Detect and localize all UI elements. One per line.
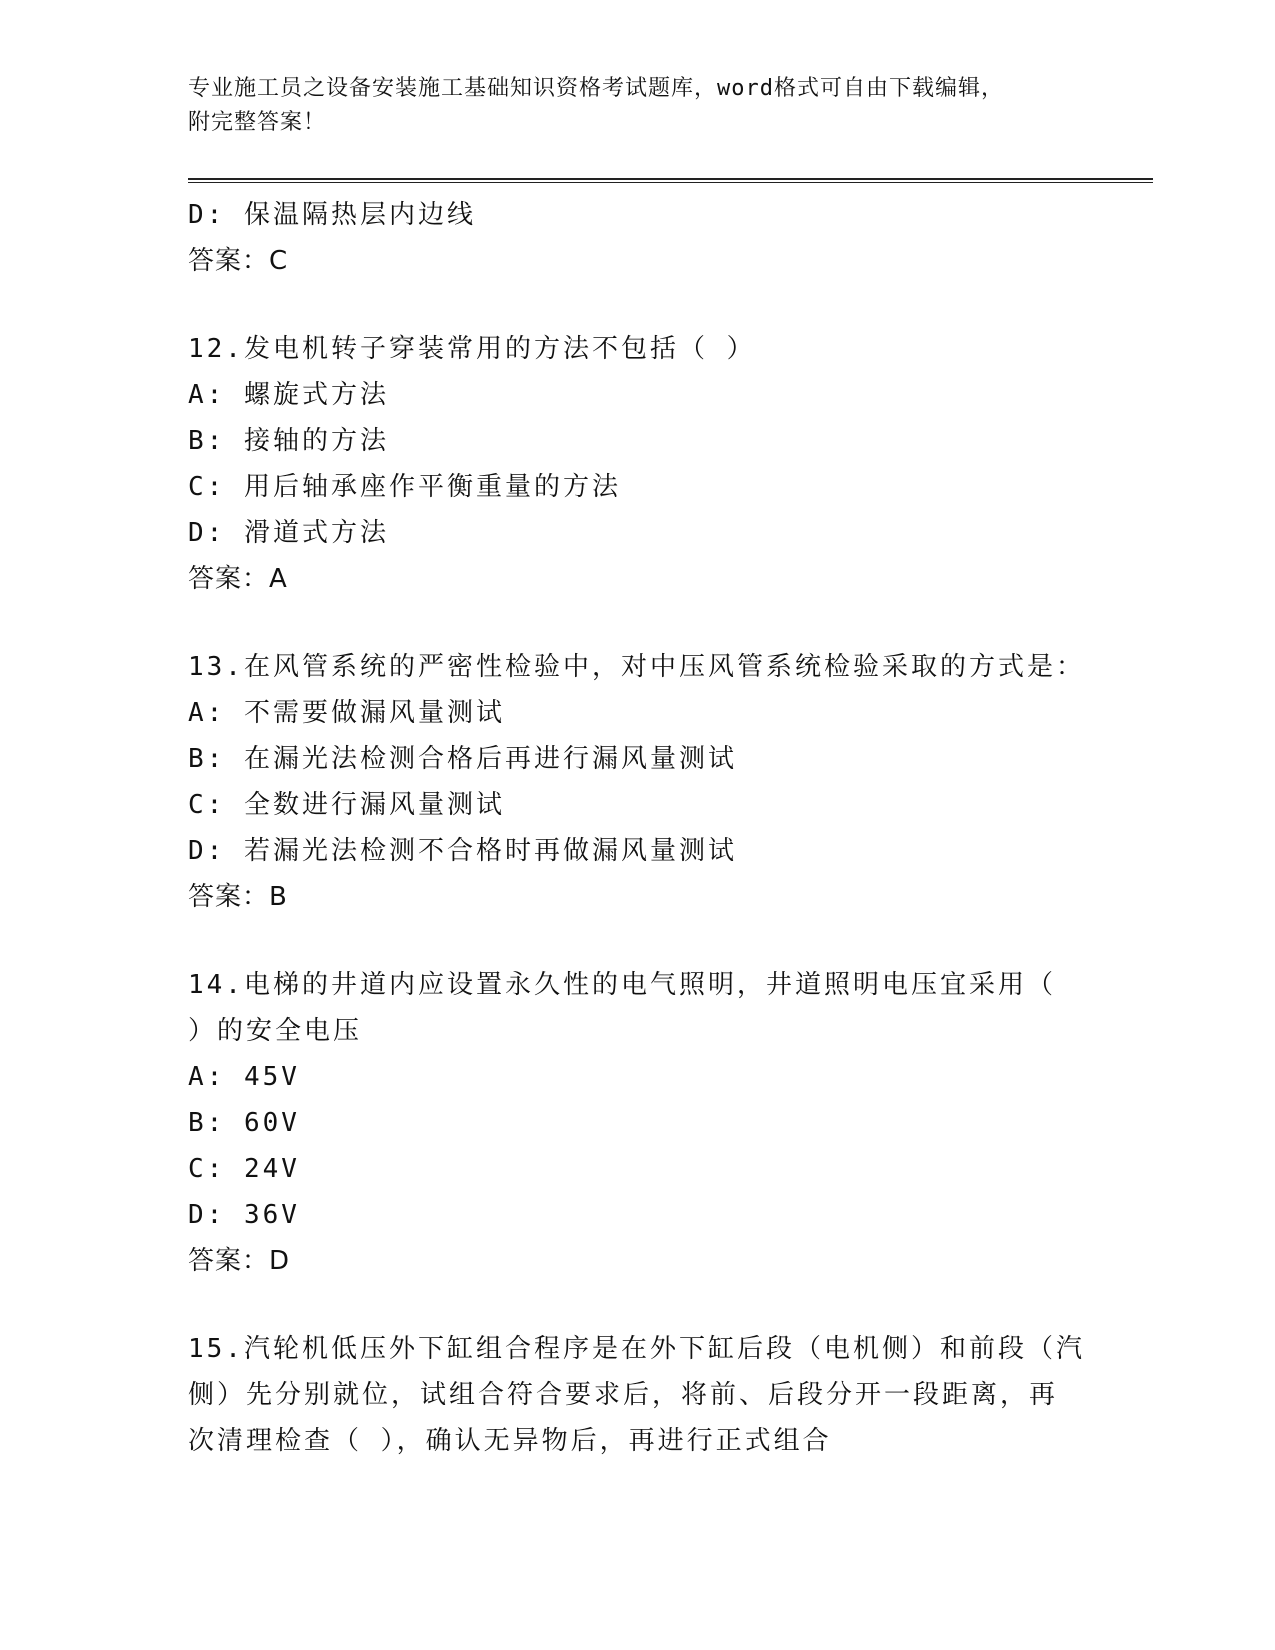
option-a: A: 不需要做漏风量测试 [188, 698, 505, 728]
question-text: 13.在风管系统的严密性检验中，对中压风管系统检验采取的方式是： [188, 652, 1085, 682]
header-line-1: 专业施工员之设备安装施工基础知识资格考试题库，word格式可自由下载编辑， [188, 76, 1004, 101]
question-text-line-2: 侧）先分别就位，试组合符合要求后，将前、后段分开一段距离，再 [188, 1380, 1059, 1410]
question-14 [188, 962, 1088, 1284]
question-11-fragment [188, 192, 1088, 284]
option-b: B: 在漏光法检测合格后再进行漏风量测试 [188, 744, 737, 774]
question-text-line-1: 15.汽轮机低压外下缸组合程序是在外下缸后段（电机侧）和前段（汽 [188, 1334, 1085, 1364]
option-b: B: 接轴的方法 [188, 426, 389, 456]
question-text-line-1: 14.电梯的井道内应设置永久性的电气照明，井道照明电压宜采用（ [188, 970, 1056, 1000]
header-line-2: 附完整答案！ [188, 110, 327, 135]
question-13 [188, 644, 1088, 920]
answer-label: 答案：A [188, 564, 288, 594]
option-c: C: 全数进行漏风量测试 [188, 790, 505, 820]
answer-label: 答案：B [188, 882, 288, 912]
question-text-line-3: 次清理检查（ ），确认无异物后，再进行正式组合 [188, 1426, 832, 1456]
option-d: D: 保温隔热层内边线 [188, 200, 476, 230]
option-a: A: 螺旋式方法 [188, 380, 389, 410]
option-c: C: 用后轴承座作平衡重量的方法 [188, 472, 621, 502]
option-c: C: 24V [188, 1154, 300, 1184]
option-a: A: 45V [188, 1062, 300, 1092]
question-15 [188, 1326, 1088, 1464]
option-d: D: 滑道式方法 [188, 518, 389, 548]
option-d: D: 若漏光法检测不合格时再做漏风量测试 [188, 836, 737, 866]
answer-label: 答案：D [188, 1246, 291, 1276]
document-header [188, 72, 1088, 140]
question-list [188, 192, 1088, 1464]
answer-label: 答案：C [188, 246, 289, 276]
question-text: 12.发电机转子穿装常用的方法不包括（ ） [188, 334, 756, 364]
header-divider [188, 178, 1153, 183]
question-text-line-2: ）的安全电压 [188, 1016, 363, 1046]
option-b: B: 60V [188, 1108, 300, 1138]
question-12 [188, 326, 1088, 602]
option-d: D: 36V [188, 1200, 300, 1230]
